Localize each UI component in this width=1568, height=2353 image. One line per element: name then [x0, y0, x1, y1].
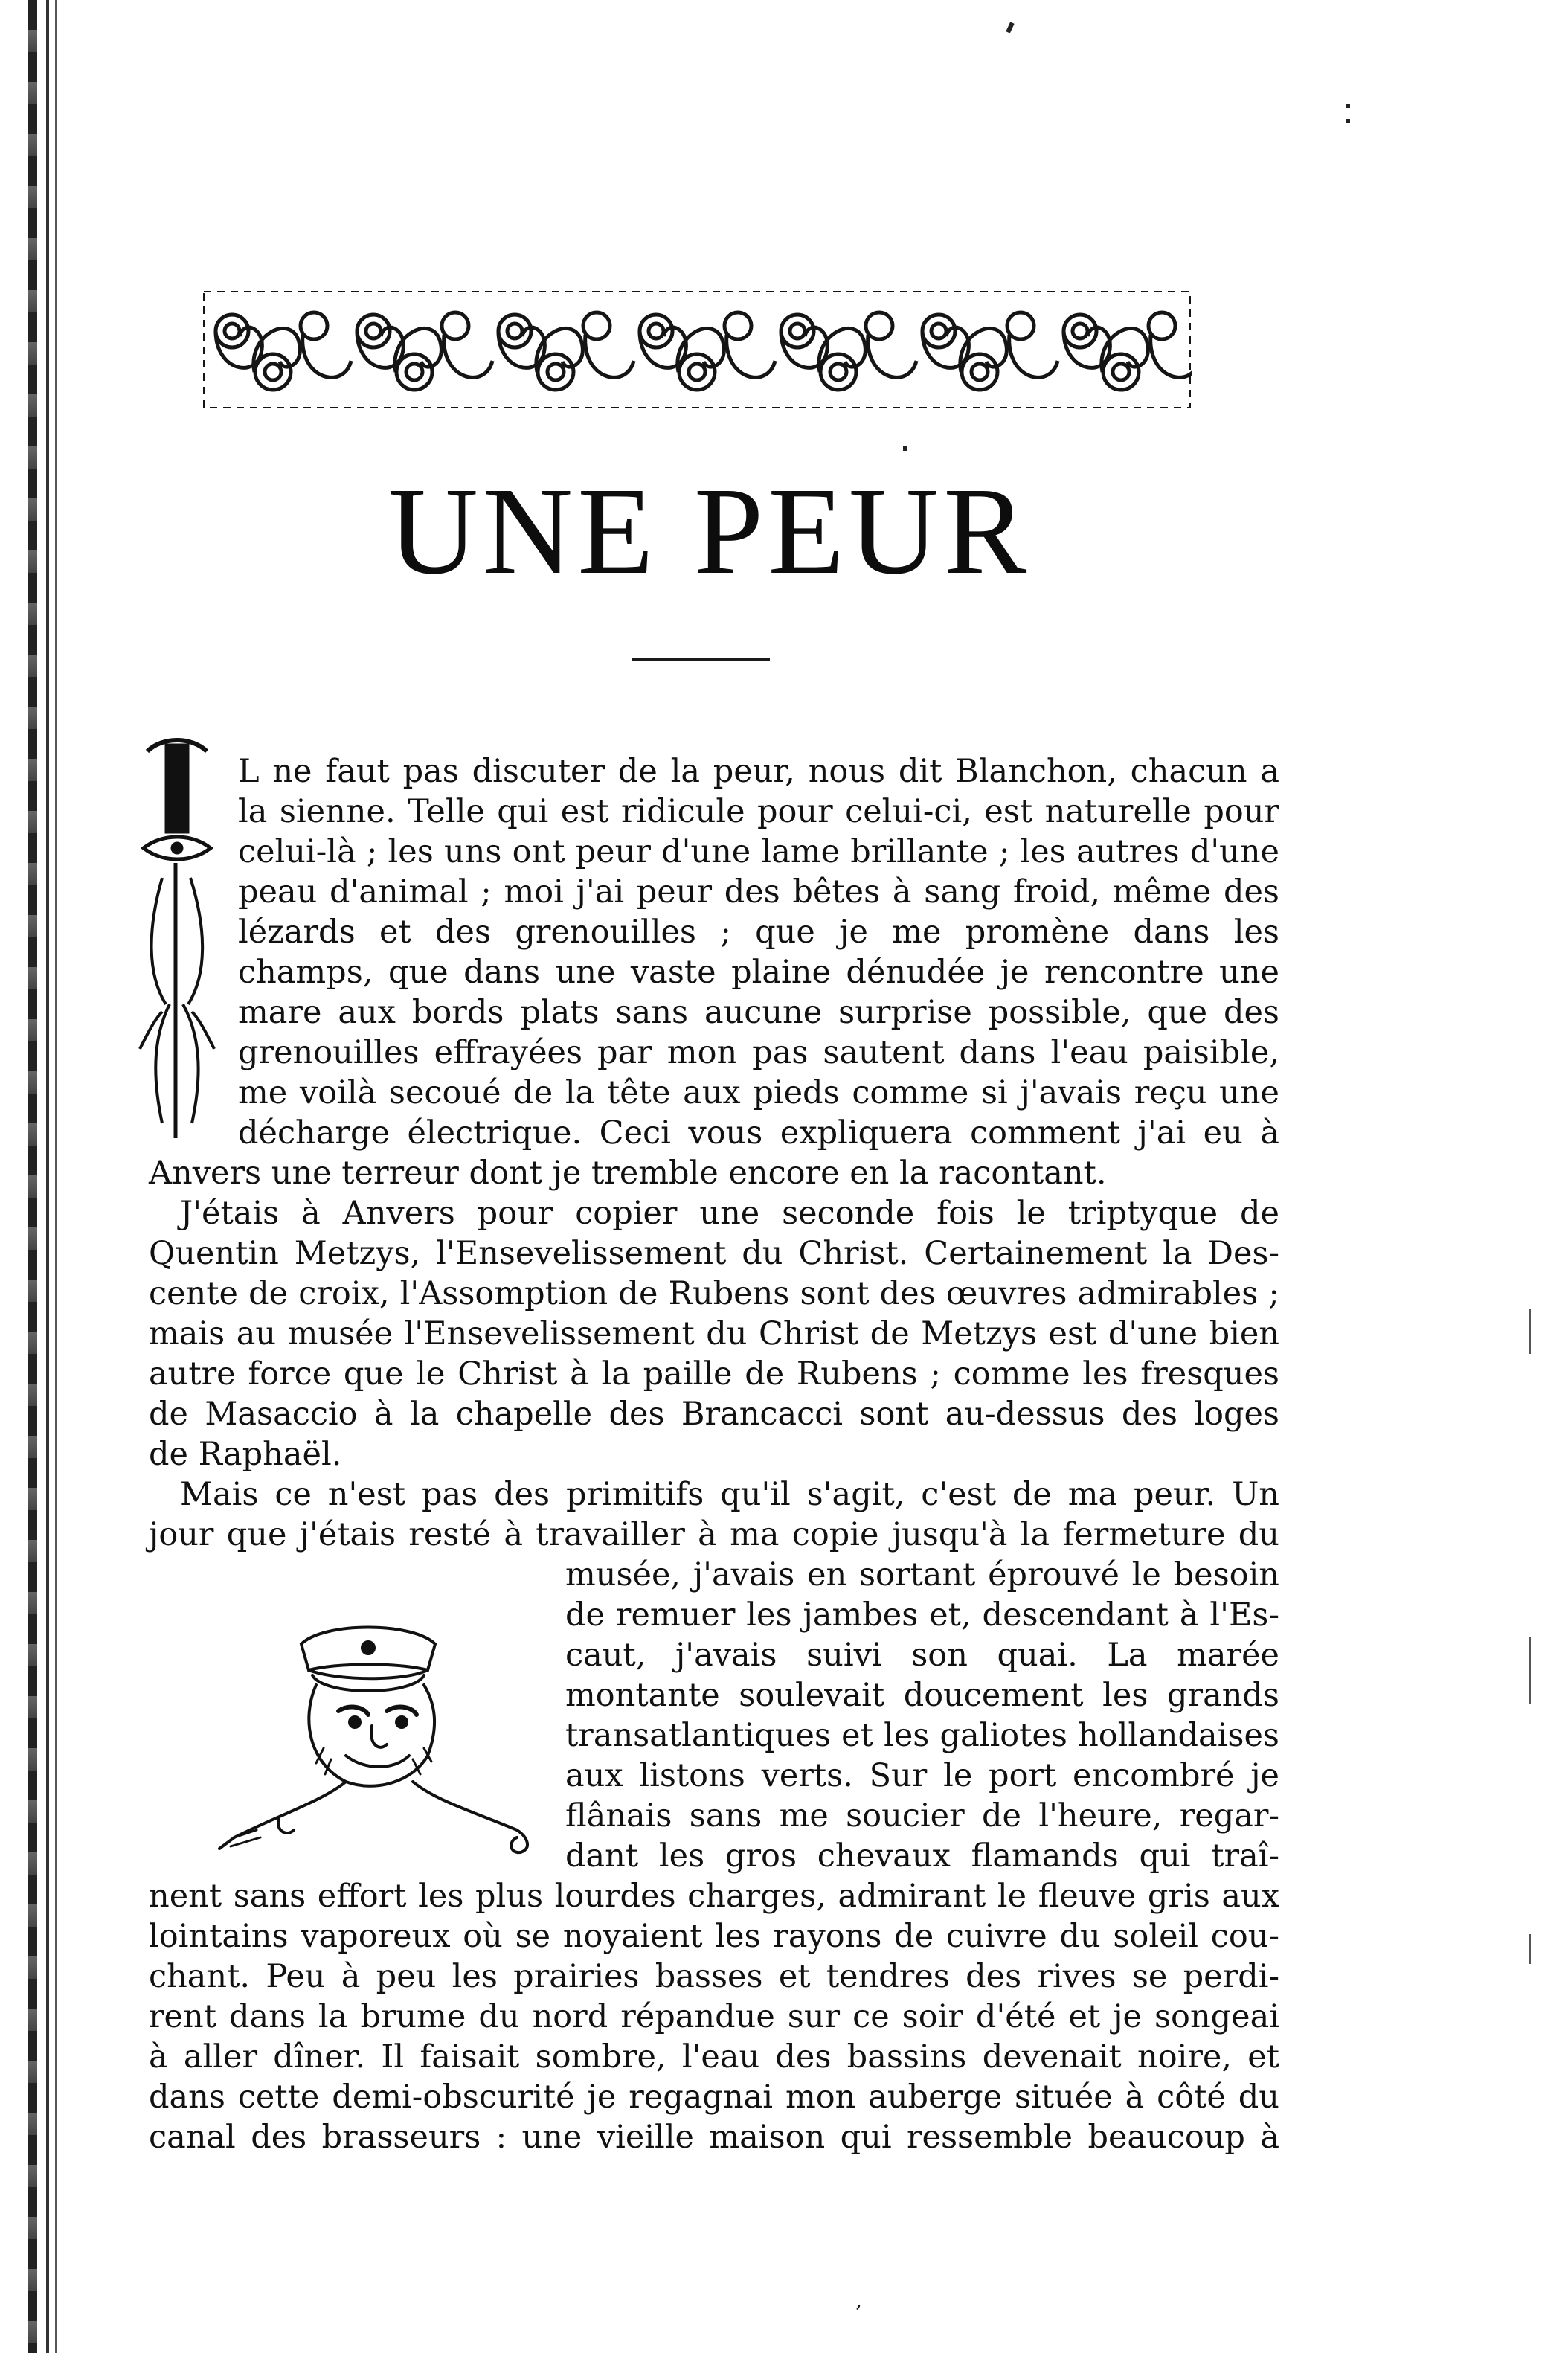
text-line: rent dans la brume du nord répandue sur ce soir d'été et je songeai	[149, 1998, 1279, 2035]
sailor-portrait-illustration	[190, 1614, 547, 1860]
text-line: dans cette demi-obscurité je regagnai mon auberge située à côté du	[149, 2078, 1279, 2116]
print-speck	[1529, 1934, 1531, 1964]
text-line: transatlantiques et les galiotes hollandaises	[565, 1717, 1279, 1754]
text-line: la sienne. Telle qui est ridicule pour celui-ci, est naturelle pour	[238, 793, 1279, 830]
text-line: Mais ce n'est pas des primitifs qu'il s'agit, c'est de ma peur. Un	[180, 1476, 1279, 1513]
text-line: mare aux bords plats sans aucune surprise possible, que des	[238, 994, 1279, 1031]
text-line: caut, j'avais suivi son quai. La marée	[565, 1637, 1279, 1674]
text-line: décharge électrique. Ceci vous expliquera comment j'ai eu à	[238, 1114, 1279, 1152]
text-line: L ne faut pas discuter de la peur, nous dit Blanchon, chacun a	[238, 753, 1279, 790]
text-line: chant. Peu à peu les prairies basses et tendres des rives se perdi-	[149, 1958, 1279, 1995]
text-line: aux listons verts. Sur le port encombré je	[565, 1757, 1279, 1794]
decorative-headpiece	[202, 290, 1192, 409]
print-speck	[1529, 1309, 1531, 1354]
title-rule	[632, 658, 770, 661]
text-line: mais au musée l'Ensevelissement du Christ de Metzys est d'une bien	[149, 1315, 1279, 1352]
text-line: J'étais à Anvers pour copier une seconde fois le triptyque de	[180, 1195, 1279, 1232]
text-line: champs, que dans une vaste plaine dénudée je rencontre une	[238, 954, 1279, 991]
text-line: lézards et des grenouilles ; que je me promène dans les	[238, 914, 1279, 951]
story-body	[149, 751, 1279, 2157]
text-line: jour que j'étais resté à travailler à ma copie jusqu'à la fermeture du	[149, 1516, 1279, 1553]
book-binding-edge	[28, 0, 37, 2353]
text-line: flânais sans me soucier de l'heure, regar-	[565, 1797, 1279, 1834]
text-line: peau d'animal ; moi j'ai peur des bêtes à sang froid, même des	[238, 873, 1279, 911]
book-binding-line-inner	[55, 0, 57, 2353]
text-line: celui-là ; les uns ont peur d'une lame brillante ; les autres d'une	[238, 833, 1279, 870]
text-line: à aller dîner. Il faisait sombre, l'eau des bassins devenait noire, et	[149, 2038, 1279, 2076]
text-line: canal des brasseurs : une vieille maison qui ressemble beaucoup à	[149, 2119, 1279, 2156]
print-speck	[1346, 104, 1350, 108]
print-speck	[903, 446, 907, 451]
text-line: dant les gros chevaux flamands qui traî-	[565, 1837, 1279, 1875]
book-binding-line	[46, 0, 49, 2353]
text-line: de remuer les jambes et, descendant à l'Es-	[565, 1596, 1279, 1634]
page-mark: ‚	[855, 2288, 862, 2312]
print-speck	[1346, 119, 1350, 123]
text-line: cente de croix, l'Assomption de Rubens sont des œuvres admirables ;	[149, 1275, 1279, 1312]
text-line: Anvers une terreur dont je tremble encore en la racontant.	[149, 1155, 1107, 1192]
text-line: de Masaccio à la chapelle des Brancacci sont au-dessus des loges	[149, 1396, 1279, 1433]
text-line: grenouilles effrayées par mon pas sautent dans l'eau paisible,	[238, 1034, 1279, 1071]
text-line: me voilà secoué de la tête aux pieds comme si j'avais reçu une	[238, 1074, 1279, 1111]
print-speck	[1529, 1637, 1531, 1704]
story-title: UNE PEUR	[388, 462, 1032, 600]
text-line: de Raphaël.	[149, 1436, 342, 1473]
text-line: nent sans effort les plus lourdes charges, admirant le fleuve gris aux	[149, 1878, 1279, 1915]
text-line: montante soulevait doucement les grands	[565, 1677, 1279, 1714]
print-speck	[1006, 22, 1014, 33]
text-line: Quentin Metzys, l'Ensevelissement du Christ. Certainement la Des-	[149, 1235, 1279, 1272]
text-line: lointains vaporeux où se noyaient les rayons de cuivre du soleil cou-	[149, 1918, 1279, 1955]
text-line: musée, j'avais en sortant éprouvé le besoin	[565, 1556, 1279, 1593]
text-line: autre force que le Christ à la paille de Rubens ; comme les fresques	[149, 1355, 1279, 1393]
